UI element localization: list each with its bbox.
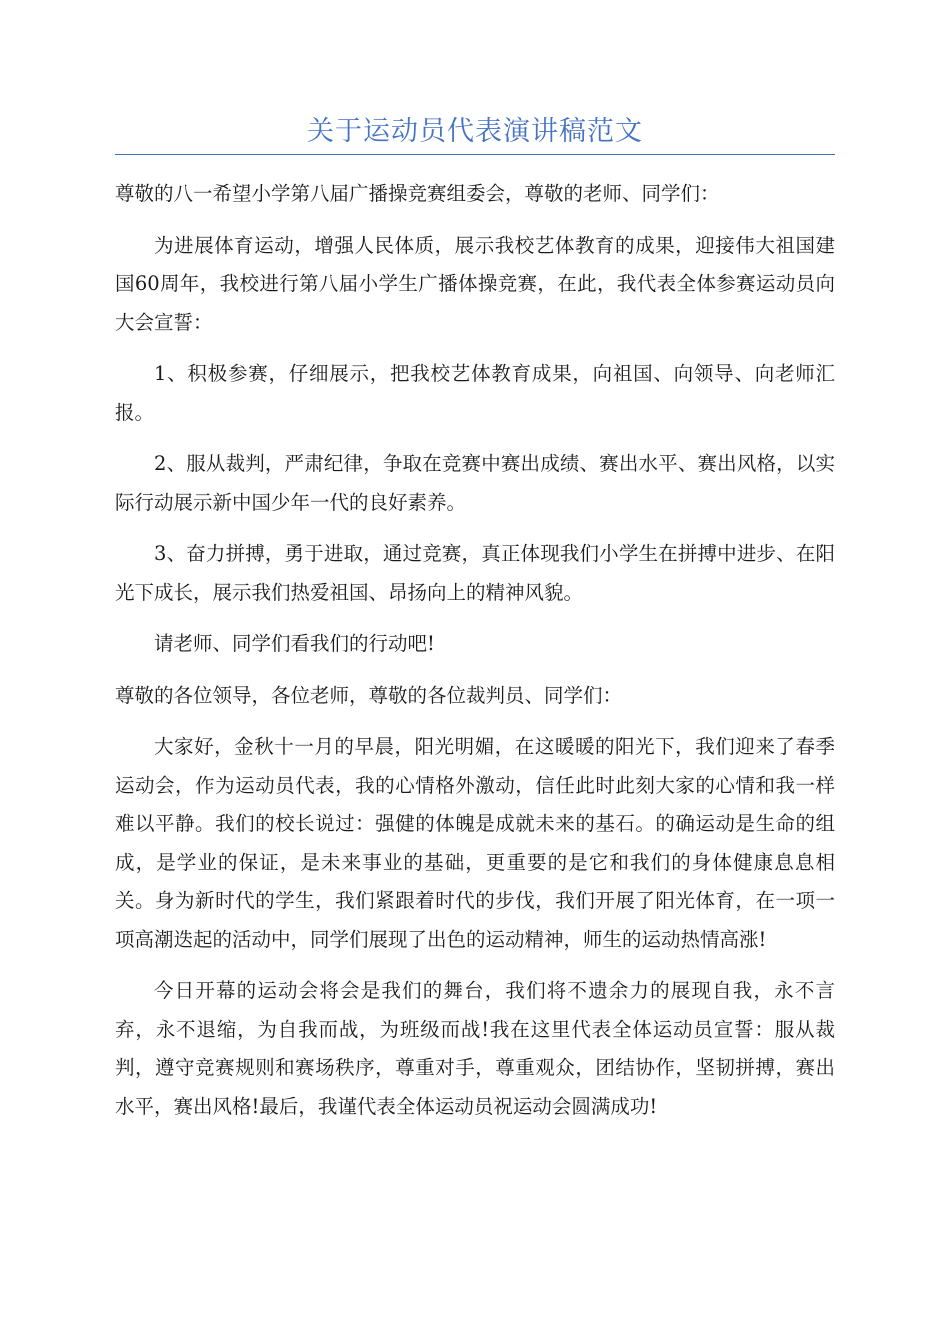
paragraph: 3、奋力拼搏，勇于进取，通过竞赛，真正体现我们小学生在拼搏中进步、在阳光下成长，展示我们热爱祖国、昂扬向上的精神风貌。	[115, 542, 835, 604]
title-underline	[115, 154, 835, 155]
paragraph: 1、积极参赛，仔细展示，把我校艺体教育成果，向祖国、向领导、向老师汇报。	[115, 362, 835, 424]
paragraph: 尊敬的八一希望小学第八届广播操竞赛组委会，尊敬的老师、同学们：	[115, 182, 720, 205]
paragraph: 大家好，金秋十一月的早晨，阳光明媚，在这暖暖的阳光下，我们迎来了春季运动会，作为运动员代表，我的心情格外激动，信任此时此刻大家的心情和我一样难以平静。我们的校长说过：强健的体魄是成就未来的基石。的确运动是生命的组成，是学业的保证，是未来事业的基础，更重要的是它和我们的身体健康息息相关。身为新时代的学生，我们紧跟着时代的步伐，我们开展了阳光体育，在一项一项高潮迭起的活动中，同学们展现了出色的运动精神，师生的运动热情高涨!	[115, 735, 835, 951]
paragraph: 为进展体育运动，增强人民体质，展示我校艺体教育的成果，迎接伟大祖国建国60周年，我校进行第八届小学生广播体操竞赛，在此，我代表全体参赛运动员向大会宣誓：	[115, 233, 835, 334]
paragraph: 尊敬的各位领导，各位老师，尊敬的各位裁判员、同学们：	[115, 683, 623, 707]
paragraph: 2、服从裁判，严肃纪律，争取在竞赛中赛出成绩、赛出水平、赛出风格，以实际行动展示新中国少年一代的良好素养。	[115, 452, 835, 514]
paragraph: 请老师、同学们看我们的行动吧!	[154, 632, 435, 655]
document-title: 关于运动员代表演讲稿范文	[307, 116, 643, 147]
paragraph: 今日开幕的运动会将会是我们的舞台，我们将不遗余力的展现自我，永不言弃，永不退缩，为自我而战，为班级而战!我在这里代表全体运动员宣誓：服从裁判，遵守竞赛规则和赛场秩序，尊重对手，尊重观众，团结协作，坚韧拼搏，赛出水平，赛出风格!最后，我谨代表全体运动员祝运动会圆满成功!	[115, 979, 835, 1118]
document-body	[115, 175, 835, 1139]
